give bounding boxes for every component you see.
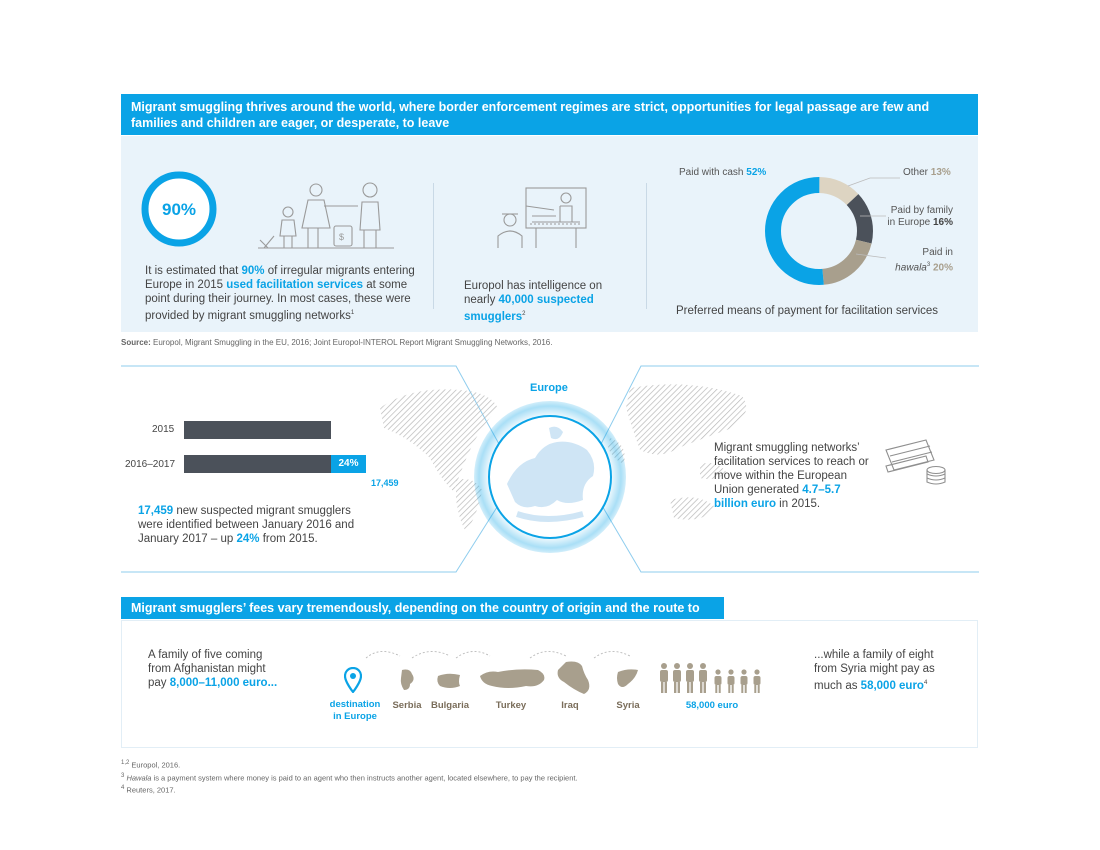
footnote: $^{1,2}$ Europol, 2016. <box>121 760 181 770</box>
country-label-turkey: Turkey <box>495 700 527 711</box>
footnotes <box>121 758 821 796</box>
destination-label: destination in Europe <box>329 699 381 722</box>
route-arrows <box>360 644 640 664</box>
stat-revenue: Migrant smuggling networks’ facilitation services to reach or move within the European Union generated 4.7–5.7 billion euro in 2015. <box>714 442 869 510</box>
family-of-eight-icon <box>658 662 770 694</box>
label-hawala: Paid in hawala$^3$ 20% <box>895 247 953 274</box>
country-label-iraq: Iraq <box>561 700 579 711</box>
fees-afghanistan: A family of five coming from Afghanistan might pay 8,000–11,000 euro... <box>148 649 278 689</box>
percent-ring-value: 90% <box>161 200 197 219</box>
serbia-shape <box>398 668 416 692</box>
footnote: $^3$ Hawala is a payment system where money is paid to an agent who then instructs another agent, located elsewhere, to pay the recipient. <box>121 772 578 782</box>
bar-2015 <box>184 421 331 439</box>
family-figures <box>660 663 761 693</box>
bar-increase-segment: 24% <box>331 455 366 473</box>
map-region-label: Europe <box>530 382 568 394</box>
stat-new-smugglers: 17,459 new suspected migrant smugglers were identified between January 2016 and January 2017 – up 24% from 2015. <box>138 505 355 545</box>
bar-2016-2017 <box>184 455 331 473</box>
europe-globe <box>487 414 613 540</box>
country-label-serbia: Serbia <box>392 700 422 711</box>
fees-syria: ...while a family of eight from Syria might pay as much as 58,000 euro$^4$ <box>814 649 935 692</box>
label-cash: Paid with cash 52% <box>679 167 767 178</box>
bar-total-label: 17,459 <box>371 478 399 488</box>
location-pin-icon <box>344 667 362 693</box>
donut-caption: Preferred means of payment for facilitation services <box>676 305 939 317</box>
source-note: Source: Europol, Migrant Smuggling in the EU, 2016; Joint Europol-INTEROL Report Migrant Smuggling Networks, 2016. <box>121 338 553 347</box>
country-label-syria: Syria <box>616 700 640 711</box>
divider <box>433 183 434 309</box>
stat-suspected-smugglers: Europol has intelligence on nearly 40,000 suspected smugglers$^2$ <box>464 280 603 323</box>
stat-irregular-migrants: It is estimated that 90% of irregular migrants entering Europe in 2015 used facilitation services at some point during their journey. In most cases, these were provided by migrant smuggling networks$^1$ <box>145 265 415 322</box>
iraq-shape <box>552 660 592 696</box>
donut-leader-lines <box>840 176 900 276</box>
money-icon <box>882 436 948 488</box>
bar-label-2015: 2015 <box>152 424 175 435</box>
bar-label-2016-2017: 2016–2017 <box>125 459 176 470</box>
top-banner: Migrant smuggling thrives around the world, where border enforcement regimes are strict, opportunities for legal passage are few and families and children are eager, or desperate, to leave <box>121 94 978 135</box>
syria-shape <box>614 668 640 692</box>
label-other: Other 13% <box>903 167 951 178</box>
turkey-shape <box>478 666 546 692</box>
svg-text:$: $ <box>339 232 345 242</box>
footnote: $^4$ Reuters, 2017. <box>121 785 176 795</box>
fees-banner: Migrant smugglers’ fees vary tremendously, depending on the country of origin and the route to Europe <box>121 597 724 619</box>
bulgaria-shape <box>436 672 462 690</box>
label-family: Paid by family in Europe 16% <box>887 205 953 228</box>
family-icon <box>258 180 394 252</box>
divider <box>646 183 647 309</box>
country-label-bulgaria: Bulgaria <box>430 700 469 711</box>
intelligence-briefing-icon <box>496 186 590 250</box>
amount-label: 58,000 euro <box>685 700 739 711</box>
